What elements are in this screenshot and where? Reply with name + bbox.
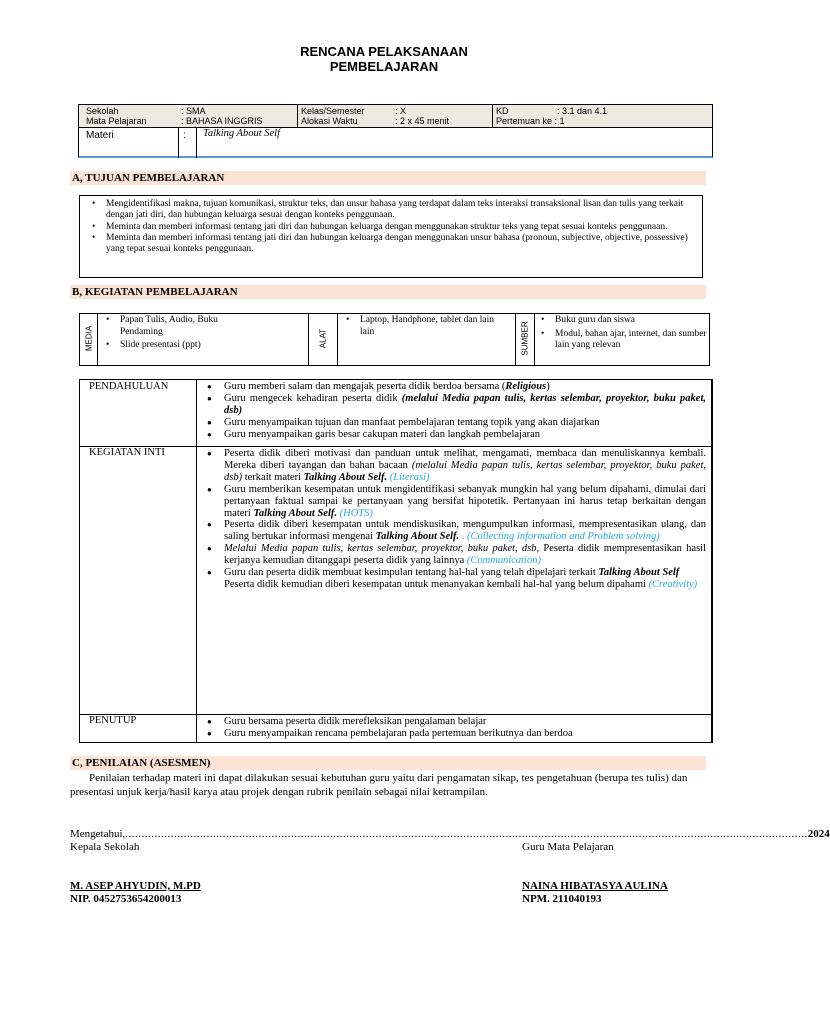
activities-table [79, 379, 713, 743]
kepala-nip: NIP. 0452753654200013 [70, 893, 182, 905]
alat-label: ALAT [318, 328, 328, 349]
inti-item: ● Guru memberikan kesempatan untuk mengidentifikasi sebanyak mungkin hal yang belum dipahami, dimulai dari pertanyaan faktual sampai ke pertanyaan yang bersifat hipotetik. Pertanyaan ini harus tetap berkaitan dengan materi Talking About Self. (HOTS) [204, 484, 706, 520]
tujuan-list [88, 199, 696, 255]
inti-item: ● Peserta didik diberi kesempatan untuk mendiskusikan, mengumpulkan informasi, mempresentasikan ulang, dan saling bertukar informasi mengenai Talking About Self. . (Collecting information and Problem solving) [204, 519, 706, 543]
media-item: • Slide presentasi (ppt) [102, 340, 302, 352]
alat-list [342, 315, 510, 338]
kd-label: KD [496, 106, 509, 116]
pertemuan-label: Pertemuan ke : 1 [496, 116, 565, 126]
activities-divider [196, 380, 197, 742]
inti-item: ● Peserta didik diberi motivasi dan panduan untuk melihat, mengamati, membaca dan menuliskannya kembali. Mereka diberi tayangan dan bahan bacaan (melalui Media papan tulis, kertas selembar, proyektor, buku paket, dsb) terkait materi Talking About Self. (Literasi) [204, 448, 706, 484]
guru-npm: NPM. 211040193 [522, 893, 602, 905]
mapel-value: : BAHASA INGGRIS [181, 116, 263, 126]
document-title-line1: RENCANA PELAKSANAAN [300, 44, 468, 59]
guru-name: NAINA HIBATASYA AULINA [522, 880, 668, 892]
tujuan-item: • Meminta dan memberi informasi tentang jati diri dan hubungan keluarga dengan menggunakan struktur teks yang tepat sesuai konteks penggunaan. [88, 222, 696, 233]
penutup-content [204, 716, 706, 740]
media-divider [534, 314, 535, 365]
tujuan-item: • Mengidentifikasi makna, tujuan komunikasi, struktur teks, dan unsur bahasa yang terdapat dalam teks interaksi transaksional lisan dan tulis yang terkait dengan jati diri, dan hubungan keluarga sesuai dengan konteks penggunaan. [88, 199, 696, 222]
info-divider [492, 105, 493, 128]
kelas-value: : X [395, 106, 407, 116]
media-list [102, 315, 302, 352]
alat-item: • Laptop, Handphone, tablet dan lain lain [342, 315, 510, 338]
inti-item: ● Melalui Media papan tulis, kertas selembar, proyektor, buku paket, dsb, Peserta didik mempresentasikan hasil kerjanya kemudian ditanggapi peserta didik yang lainnya (Communication) [204, 543, 706, 567]
activities-row-divider [80, 714, 711, 715]
kepala-sekolah-title: Kepala Sekolah [70, 841, 140, 853]
section-c-heading: C, PENILAIAN (ASESMEN) [70, 756, 706, 770]
alokasi-label: Alokasi Waktu [301, 116, 358, 126]
document-title-line2: PEMBELAJARAN [329, 59, 439, 74]
inti-item: ● Guru dan peserta didik membuat kesimpulan tentang hal-hal yang telah dipelajari terkait Talking About Self Peserta didik kemudian diberi kesempatan untuk menanyakan kembali hal-hal yang belum dipahami (Creativity) [204, 567, 706, 591]
media-item: • Papan Tulis, Audio, Buku Pendaming [102, 315, 302, 338]
section-b-heading: B, KEGIATAN PEMBELAJARAN [70, 285, 706, 299]
penutup-item: ● Guru bersama peserta didik merefleksikan pengalaman belajar [204, 716, 706, 728]
info-divider [178, 128, 179, 158]
penutup-label: PENUTUP [89, 715, 137, 726]
inti-label: KEGIATAN INTI [89, 447, 165, 458]
sumber-item: • Buku guru dan siswa [537, 315, 707, 327]
media-divider [515, 314, 516, 365]
kd-value: : 3.1 dan 4.1 [557, 106, 608, 116]
info-divider [297, 105, 298, 128]
sumber-item: • Modul, bahan ajar, internet, dan sumber lain yang relevan [537, 329, 707, 352]
signature-year: 2024 [807, 828, 830, 840]
media-divider [308, 314, 309, 365]
pendahuluan-item: ● Guru menyampaikan tujuan dan manfaat pembelajaran tentang topik yang akan diajarkan [204, 417, 706, 429]
mengetahui-label: Mengetahui, [70, 828, 126, 840]
sumber-list [537, 315, 707, 352]
pendahuluan-content [204, 381, 706, 441]
kelas-label: Kelas/Semester [301, 106, 365, 116]
penilaian-text: Penilaian terhadap materi ini dapat dilakukan sesuai kebutuhan guru yaitu dari pengamatan sikap, tes pengetahuan (berupa tes tulis) dan presentasi unjuk kerja/hasil karya atau projek dengan rubrik penilain sebagai nilai ketrampilan. [70, 772, 688, 798]
inti-content [204, 448, 706, 591]
pendahuluan-item: ● Guru memberi salam dan mengajak peserta didik berdoa bersama (Religious) [204, 381, 706, 393]
media-divider [97, 314, 98, 365]
media-divider [337, 314, 338, 365]
tujuan-box [79, 195, 703, 278]
guru-title: Guru Mata Pelajaran [522, 841, 614, 853]
tujuan-item: • Meminta dan memberi informasi tentang jati diri dan hubungan keluarga dengan menggunakan unsur bahasa (pronoun, subjective, objective, possessive) yang tepat sesuai konteks penggunaan. [88, 233, 696, 256]
kepala-name: M. ASEP AHYUDIN, M.PD [70, 880, 201, 892]
materi-colon: : [183, 130, 186, 141]
media-label: MEDIA [84, 325, 94, 352]
sekolah-label: Sekolah [86, 106, 119, 116]
pendahuluan-label: PENDAHULUAN [89, 381, 169, 392]
info-table [78, 104, 713, 158]
media-table [79, 313, 710, 366]
activities-row-divider [80, 446, 711, 447]
info-divider [196, 128, 197, 158]
sekolah-value: : SMA [181, 106, 206, 116]
sumber-label: SUMBER [520, 321, 530, 356]
section-a-heading: A, TUJUAN PEMBELAJARAN [70, 171, 706, 185]
alokasi-value: : 2 x 45 menit [395, 116, 450, 126]
pendahuluan-item: ● Guru mengecek kehadiran peserta didik (melalui Media papan tulis, kertas selembar, proyektor, buku paket, dsb) [204, 393, 706, 417]
mengetahui-line [70, 828, 830, 841]
pendahuluan-item: ● Guru menyampaikan garis besar cakupan materi dan langkah pembelajaran [204, 429, 706, 441]
penutup-item: ● Guru menyampaikan rencana pembelajaran pada pertemuan berikutnya dan berdoa [204, 728, 706, 740]
mapel-label: Mata Pelajaran [86, 116, 147, 126]
dotted-leader: .................................................................................................................................................................................................................. [125, 828, 808, 840]
materi-label: Materi [86, 130, 114, 141]
materi-value: Talking About Self [203, 128, 281, 139]
